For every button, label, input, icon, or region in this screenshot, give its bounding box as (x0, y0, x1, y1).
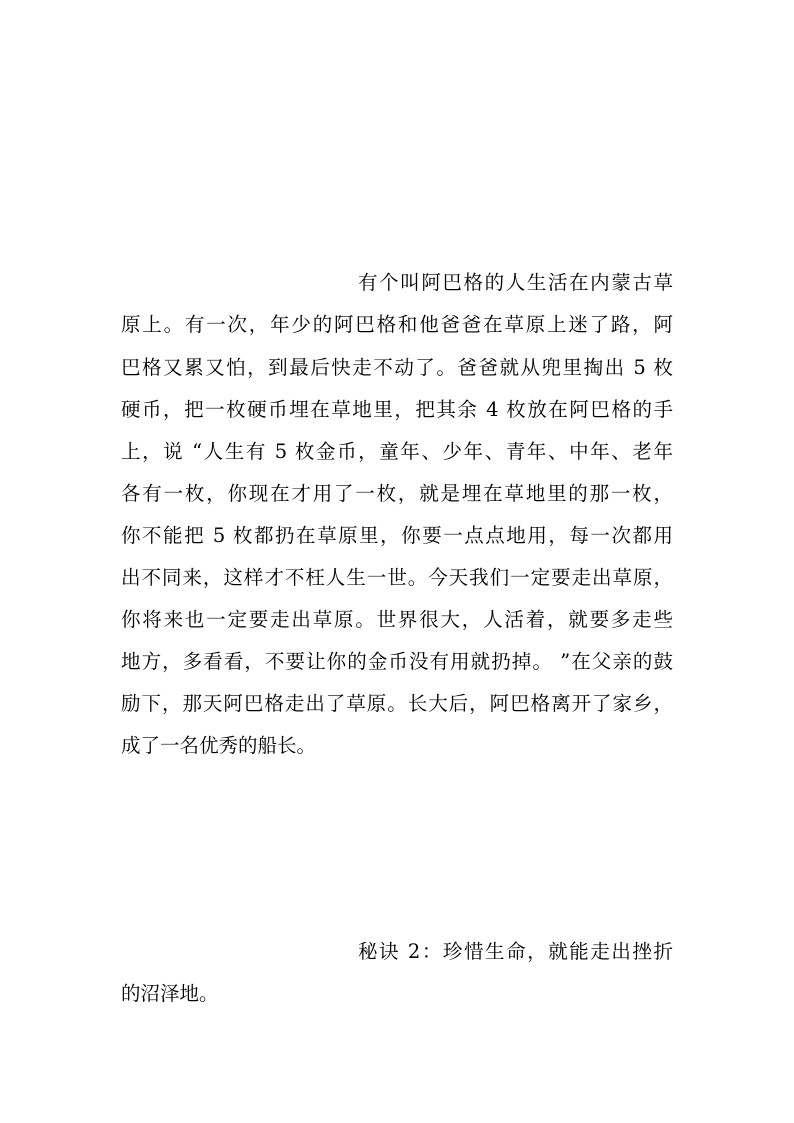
tip-line: 秘诀 2：珍惜生命，就能走出挫折 (358, 940, 673, 963)
tip-line: 的沼泽地。 (121, 982, 219, 1005)
story-line: 各有一枚，你现在才用了一枚，就是埋在草地里的那一枚， (121, 482, 673, 505)
story-line: 励下，那天阿巴格走出了草原。长大后，阿巴格离开了家乡， (121, 692, 673, 715)
story-line: 你将来也一定要走出草原。世界很大，人活着，就要多走些 (121, 608, 673, 631)
story-line: 上，说 “人生有 5 枚金币，童年、少年、青年、中年、老年 (121, 440, 673, 463)
story-line: 原上。有一次，年少的阿巴格和他爸爸在草原上迷了路，阿 (121, 313, 673, 336)
story-line: 成了一名优秀的船长。 (121, 734, 317, 757)
story-line: 地方，多看看，不要让你的金币没有用就扔掉。 ”在父亲的鼓 (121, 650, 673, 673)
story-line: 硬币，把一枚硬币埋在草地里，把其余 4 枚放在阿巴格的手 (121, 398, 673, 421)
story-line: 有个叫阿巴格的人生活在内蒙古草 (358, 271, 673, 294)
story-line: 你不能把 5 枚都扔在草原里，你要一点点地用，每一次都用 (121, 524, 673, 547)
story-line: 出不同来，这样才不枉人生一世。今天我们一定要走出草原， (121, 566, 673, 589)
story-line: 巴格又累又怕，到最后快走不动了。爸爸就从兜里掏出 5 枚 (121, 356, 673, 379)
